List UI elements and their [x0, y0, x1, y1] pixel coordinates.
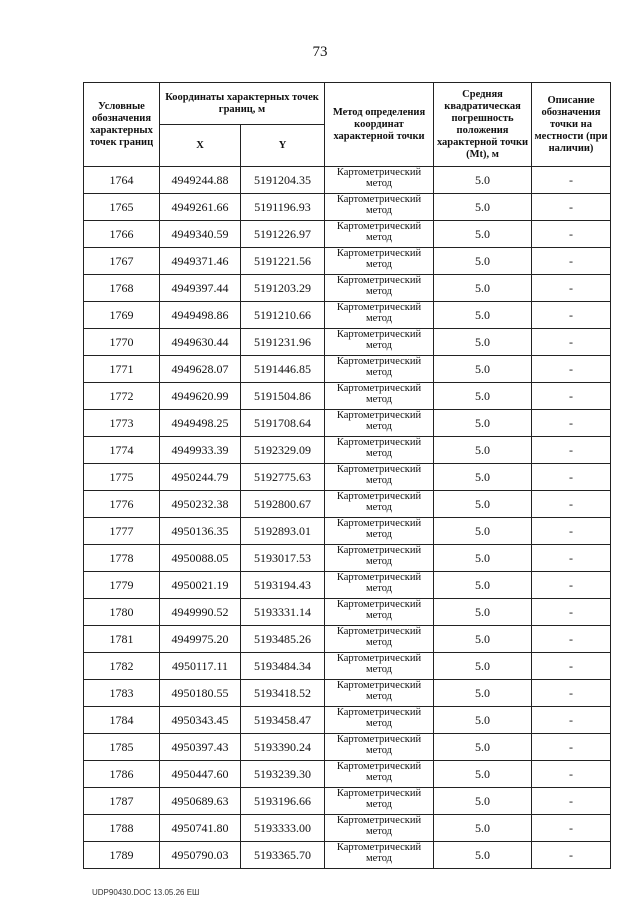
description-cell: - [532, 761, 611, 788]
method-cell: Картометрический метод [325, 410, 434, 437]
method-cell: Картометрический метод [325, 572, 434, 599]
point-id-cell: 1767 [84, 248, 160, 275]
table-row [84, 788, 611, 815]
table-row [84, 464, 611, 491]
table-row [84, 410, 611, 437]
method-cell: Картометрический метод [325, 356, 434, 383]
table-row [84, 167, 611, 194]
x-coordinate-cell: 4949244.88 [160, 167, 241, 194]
point-id-cell: 1786 [84, 761, 160, 788]
error-cell: 5.0 [434, 599, 532, 626]
description-cell: - [532, 518, 611, 545]
point-id-cell: 1765 [84, 194, 160, 221]
point-id-cell: 1779 [84, 572, 160, 599]
y-coordinate-cell: 5193331.14 [241, 599, 325, 626]
description-cell: - [532, 707, 611, 734]
x-coordinate-cell: 4950021.19 [160, 572, 241, 599]
table-row [84, 653, 611, 680]
method-cell: Картометрический метод [325, 599, 434, 626]
y-coordinate-cell: 5193485.26 [241, 626, 325, 653]
x-coordinate-cell: 4950741.80 [160, 815, 241, 842]
error-cell: 5.0 [434, 815, 532, 842]
point-id-cell: 1772 [84, 383, 160, 410]
method-cell: Картометрический метод [325, 734, 434, 761]
x-coordinate-cell: 4950689.63 [160, 788, 241, 815]
method-cell: Картометрический метод [325, 464, 434, 491]
table-row [84, 248, 611, 275]
description-cell: - [532, 302, 611, 329]
description-cell: - [532, 167, 611, 194]
y-coordinate-cell: 5191210.66 [241, 302, 325, 329]
method-cell: Картометрический метод [325, 545, 434, 572]
description-cell: - [532, 464, 611, 491]
table-row [84, 734, 611, 761]
point-id-cell: 1774 [84, 437, 160, 464]
point-id-cell: 1766 [84, 221, 160, 248]
point-id-cell: 1789 [84, 842, 160, 869]
method-cell: Картометрический метод [325, 302, 434, 329]
y-coordinate-cell: 5191446.85 [241, 356, 325, 383]
table-row [84, 707, 611, 734]
point-id-cell: 1773 [84, 410, 160, 437]
description-cell: - [532, 410, 611, 437]
point-id-cell: 1771 [84, 356, 160, 383]
y-coordinate-cell: 5192329.09 [241, 437, 325, 464]
x-coordinate-cell: 4949990.52 [160, 599, 241, 626]
point-id-cell: 1777 [84, 518, 160, 545]
error-cell: 5.0 [434, 653, 532, 680]
error-cell: 5.0 [434, 518, 532, 545]
x-coordinate-cell: 4949371.46 [160, 248, 241, 275]
header-description: Описание обозначения точки на местности (при наличии) [532, 83, 611, 167]
table-row [84, 302, 611, 329]
y-coordinate-cell: 5191231.96 [241, 329, 325, 356]
table-row [84, 761, 611, 788]
x-coordinate-cell: 4949630.44 [160, 329, 241, 356]
table-row [84, 599, 611, 626]
table-row [84, 194, 611, 221]
error-cell: 5.0 [434, 302, 532, 329]
x-coordinate-cell: 4949340.59 [160, 221, 241, 248]
method-cell: Картометрический метод [325, 518, 434, 545]
x-coordinate-cell: 4949628.07 [160, 356, 241, 383]
error-cell: 5.0 [434, 167, 532, 194]
y-coordinate-cell: 5192775.63 [241, 464, 325, 491]
description-cell: - [532, 383, 611, 410]
point-id-cell: 1775 [84, 464, 160, 491]
table-row [84, 842, 611, 869]
point-id-cell: 1776 [84, 491, 160, 518]
x-coordinate-cell: 4950117.11 [160, 653, 241, 680]
x-coordinate-cell: 4950397.43 [160, 734, 241, 761]
error-cell: 5.0 [434, 221, 532, 248]
y-coordinate-cell: 5192800.67 [241, 491, 325, 518]
error-cell: 5.0 [434, 572, 532, 599]
description-cell: - [532, 248, 611, 275]
description-cell: - [532, 653, 611, 680]
error-cell: 5.0 [434, 437, 532, 464]
point-id-cell: 1788 [84, 815, 160, 842]
method-cell: Картометрический метод [325, 383, 434, 410]
method-cell: Картометрический метод [325, 221, 434, 248]
table-row [84, 329, 611, 356]
y-coordinate-cell: 5193365.70 [241, 842, 325, 869]
y-coordinate-cell: 5193333.00 [241, 815, 325, 842]
table-row [84, 275, 611, 302]
method-cell: Картометрический метод [325, 167, 434, 194]
y-coordinate-cell: 5193017.53 [241, 545, 325, 572]
table-row [84, 815, 611, 842]
description-cell: - [532, 194, 611, 221]
description-cell: - [532, 491, 611, 518]
x-coordinate-cell: 4949498.86 [160, 302, 241, 329]
error-cell: 5.0 [434, 842, 532, 869]
method-cell: Картометрический метод [325, 707, 434, 734]
page-number: 73 [312, 44, 328, 60]
x-coordinate-cell: 4949933.39 [160, 437, 241, 464]
error-cell: 5.0 [434, 545, 532, 572]
description-cell: - [532, 545, 611, 572]
table-row [84, 437, 611, 464]
description-cell: - [532, 572, 611, 599]
table-row [84, 572, 611, 599]
y-coordinate-cell: 5192893.01 [241, 518, 325, 545]
method-cell: Картометрический метод [325, 680, 434, 707]
x-coordinate-cell: 4950244.79 [160, 464, 241, 491]
description-cell: - [532, 734, 611, 761]
error-cell: 5.0 [434, 464, 532, 491]
point-id-cell: 1782 [84, 653, 160, 680]
point-id-cell: 1781 [84, 626, 160, 653]
y-coordinate-cell: 5193239.30 [241, 761, 325, 788]
error-cell: 5.0 [434, 707, 532, 734]
description-cell: - [532, 680, 611, 707]
point-id-cell: 1769 [84, 302, 160, 329]
y-coordinate-cell: 5193196.66 [241, 788, 325, 815]
table-row [84, 491, 611, 518]
y-coordinate-cell: 5191708.64 [241, 410, 325, 437]
point-id-cell: 1770 [84, 329, 160, 356]
point-id-cell: 1778 [84, 545, 160, 572]
y-coordinate-cell: 5193418.52 [241, 680, 325, 707]
error-cell: 5.0 [434, 680, 532, 707]
description-cell: - [532, 356, 611, 383]
method-cell: Картометрический метод [325, 653, 434, 680]
error-cell: 5.0 [434, 248, 532, 275]
method-cell: Картометрический метод [325, 626, 434, 653]
method-cell: Картометрический метод [325, 815, 434, 842]
error-cell: 5.0 [434, 275, 532, 302]
y-coordinate-cell: 5191221.56 [241, 248, 325, 275]
error-cell: 5.0 [434, 491, 532, 518]
method-cell: Картометрический метод [325, 275, 434, 302]
error-cell: 5.0 [434, 356, 532, 383]
table-row [84, 545, 611, 572]
y-coordinate-cell: 5191196.93 [241, 194, 325, 221]
x-coordinate-cell: 4949975.20 [160, 626, 241, 653]
table-row [84, 356, 611, 383]
point-id-cell: 1764 [84, 167, 160, 194]
x-coordinate-cell: 4950136.35 [160, 518, 241, 545]
method-cell: Картометрический метод [325, 329, 434, 356]
y-coordinate-cell: 5193484.34 [241, 653, 325, 680]
x-coordinate-cell: 4949397.44 [160, 275, 241, 302]
table-body [84, 167, 611, 869]
error-cell: 5.0 [434, 626, 532, 653]
x-coordinate-cell: 4949261.66 [160, 194, 241, 221]
y-coordinate-cell: 5191504.86 [241, 383, 325, 410]
x-coordinate-cell: 4950343.45 [160, 707, 241, 734]
error-cell: 5.0 [434, 761, 532, 788]
method-cell: Картометрический метод [325, 437, 434, 464]
point-id-cell: 1787 [84, 788, 160, 815]
y-coordinate-cell: 5193390.24 [241, 734, 325, 761]
table-row [84, 518, 611, 545]
method-cell: Картометрический метод [325, 248, 434, 275]
error-cell: 5.0 [434, 383, 532, 410]
table-row [84, 221, 611, 248]
y-coordinate-cell: 5191226.97 [241, 221, 325, 248]
description-cell: - [532, 599, 611, 626]
point-id-cell: 1780 [84, 599, 160, 626]
method-cell: Картометрический метод [325, 761, 434, 788]
header-y: Y [241, 125, 325, 167]
description-cell: - [532, 275, 611, 302]
header-designation: Условные обозначения характерных точек границ [84, 83, 160, 167]
table-row [84, 626, 611, 653]
description-cell: - [532, 788, 611, 815]
document-footer: UDP90430.DOC 13.05.26 ЕШ [92, 888, 200, 897]
error-cell: 5.0 [434, 734, 532, 761]
description-cell: - [532, 221, 611, 248]
error-cell: 5.0 [434, 329, 532, 356]
x-coordinate-cell: 4950088.05 [160, 545, 241, 572]
point-id-cell: 1784 [84, 707, 160, 734]
description-cell: - [532, 329, 611, 356]
method-cell: Картометрический метод [325, 842, 434, 869]
header-error: Средняя квадратическая погрешность положения характерной точки (Mt), м [434, 83, 532, 167]
header-coordinates: Координаты характерных точек границ, м [160, 83, 325, 125]
y-coordinate-cell: 5191203.29 [241, 275, 325, 302]
table-row [84, 383, 611, 410]
description-cell: - [532, 437, 611, 464]
x-coordinate-cell: 4950447.60 [160, 761, 241, 788]
y-coordinate-cell: 5193194.43 [241, 572, 325, 599]
description-cell: - [532, 842, 611, 869]
description-cell: - [532, 815, 611, 842]
method-cell: Картометрический метод [325, 194, 434, 221]
error-cell: 5.0 [434, 788, 532, 815]
header-method: Метод определения координат характерной точки [325, 83, 434, 167]
x-coordinate-cell: 4949620.99 [160, 383, 241, 410]
error-cell: 5.0 [434, 194, 532, 221]
x-coordinate-cell: 4950232.38 [160, 491, 241, 518]
y-coordinate-cell: 5193458.47 [241, 707, 325, 734]
y-coordinate-cell: 5191204.35 [241, 167, 325, 194]
x-coordinate-cell: 4950180.55 [160, 680, 241, 707]
method-cell: Картометрический метод [325, 491, 434, 518]
method-cell: Картометрический метод [325, 788, 434, 815]
description-cell: - [532, 626, 611, 653]
boundary-points-table [83, 82, 611, 869]
x-coordinate-cell: 4950790.03 [160, 842, 241, 869]
x-coordinate-cell: 4949498.25 [160, 410, 241, 437]
table-header-row [84, 83, 611, 125]
error-cell: 5.0 [434, 410, 532, 437]
header-x: X [160, 125, 241, 167]
point-id-cell: 1783 [84, 680, 160, 707]
point-id-cell: 1785 [84, 734, 160, 761]
point-id-cell: 1768 [84, 275, 160, 302]
table-row [84, 680, 611, 707]
